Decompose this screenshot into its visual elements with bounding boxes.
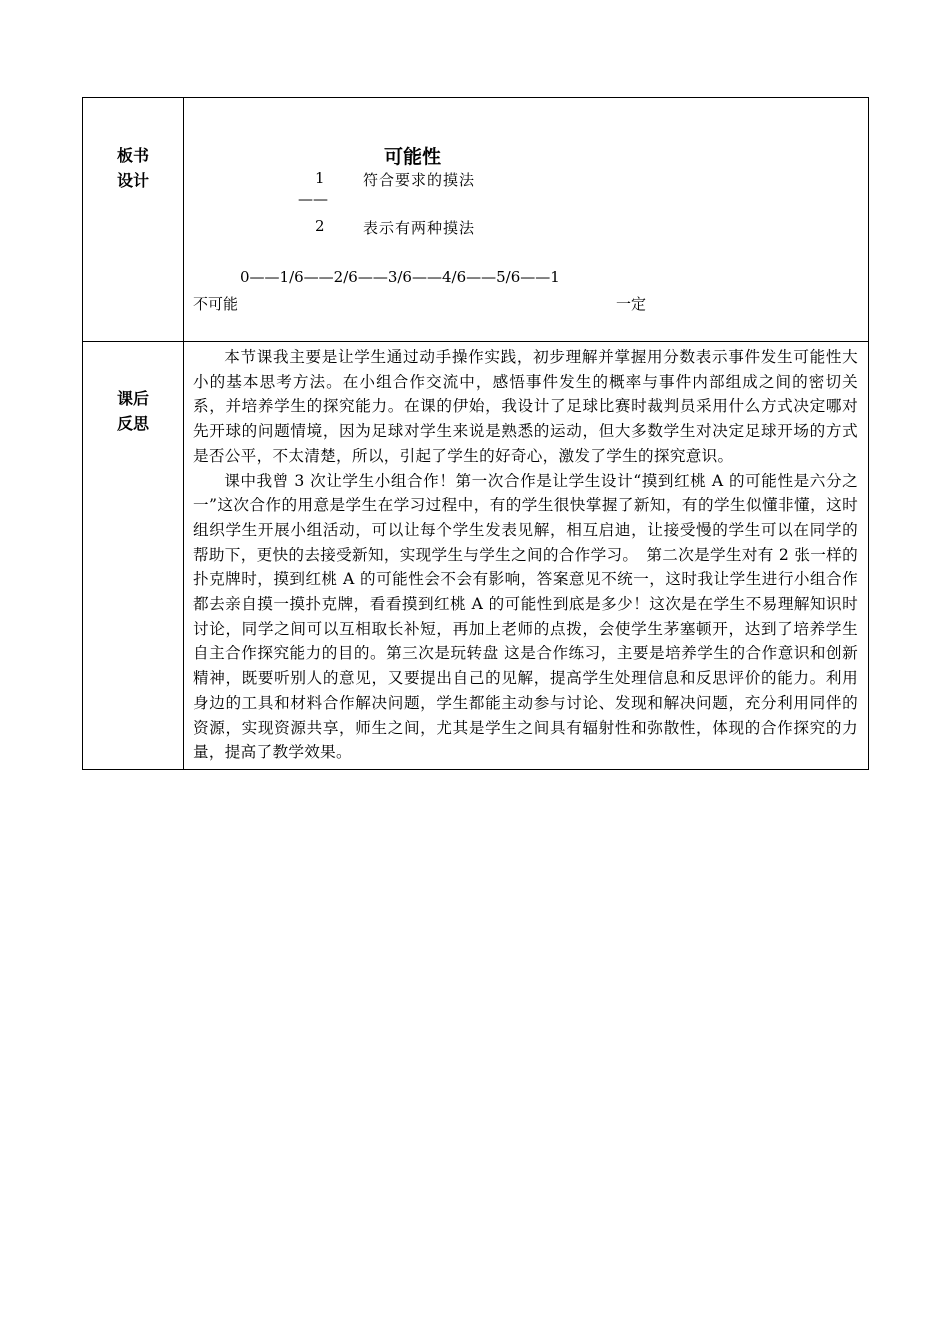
- board-item1-text: 符合要求的摸法: [363, 171, 476, 189]
- board-dash: ——: [298, 190, 328, 208]
- reflection-label: [83, 342, 183, 436]
- lesson-plan-table: [82, 97, 869, 770]
- board-title: 可能性: [384, 146, 442, 168]
- reflection-row: [83, 342, 869, 770]
- reflection-content-cell: [184, 342, 869, 770]
- reflection-paragraph-1: 本节课我主要是让学生通过动手操作实践，初步理解并掌握用分数表示事件发生可能性大小的基本思考方法。在小组合作交流中，感悟事件发生的概率与事件内部组成之间的密切关系，并培养学生的探究能力。在课的伊始，我设计了足球比赛时裁判员采用什么方式决定哪对先开球的问题情境，因为足球对学生来说是熟悉的运动，但大多数学生对决定足球开场的方式是否公平，不太清楚，所以，引起了学生的好奇心，激发了学生的探究意识。: [193, 348, 858, 465]
- board-item2-text: 表示有两种摸法: [363, 219, 476, 237]
- reflection-label-line2: 反思: [116, 414, 149, 433]
- board-design-label-line1: 板书: [116, 146, 149, 165]
- probability-scale: 0——1/6——2/6——3/6——4/6——5/6——1: [240, 268, 560, 286]
- board-item2-number: 2: [315, 217, 325, 235]
- reflection-label-line1: 课后: [116, 389, 149, 408]
- scale-right-label: 一定: [616, 295, 647, 313]
- reflection-content: [184, 342, 868, 769]
- board-design-content: [184, 98, 868, 341]
- board-design-label: [83, 98, 183, 193]
- board-design-content-cell: [184, 98, 869, 342]
- board-item1-number: 1: [315, 169, 325, 187]
- board-design-label-cell: [83, 98, 184, 342]
- board-design-row: [83, 98, 869, 342]
- board-design-label-line2: 设计: [116, 171, 149, 190]
- reflection-paragraph-2: 课中我曾 3 次让学生小组合作！第一次合作是让学生设计“摸到红桃 A 的可能性是六分之一”这次合作的用意是学生在学习过程中，有的学生很快掌握了新知，有的学生似懂非懂，这时组织学生开展小组活动，可以让每个学生发表见解，相互启迪，让接受慢的学生可以在同学的帮助下，更快的去接受新知，实现学生与学生之间的合作学习。 第二次是学生对有 2 张一样的扑克牌时，摸到红桃 A 的可能性会不会有影响，答案意见不统一，这时我让学生进行小组合作都去亲自摸一摸扑克牌，看看摸到红桃 A 的可能性到底是多少！这次是在学生不易理解知识时讨论，同学之间可以互相取长补短，再加上老师的点拨，会使学生茅塞顿开，达到了培养学生自主合作探究能力的目的。第三次是玩转盘 这是合作练习，主要是培养学生的合作意识和创新精神，既要听别人的意见，又要提出自己的见解，提高学生处理信息和反思评价的能力。利用身边的工具和材料合作解决问题，学生都能主动参与讨论、发现和解决问题，充分利用同伴的资源，实现资源共享，师生之间，尤其是学生之间具有辐射性和弥散性，体现的合作探究的力量，提高了教学效果。: [193, 471, 858, 762]
- reflection-label-cell: [83, 342, 184, 770]
- scale-left-label: 不可能: [193, 295, 239, 313]
